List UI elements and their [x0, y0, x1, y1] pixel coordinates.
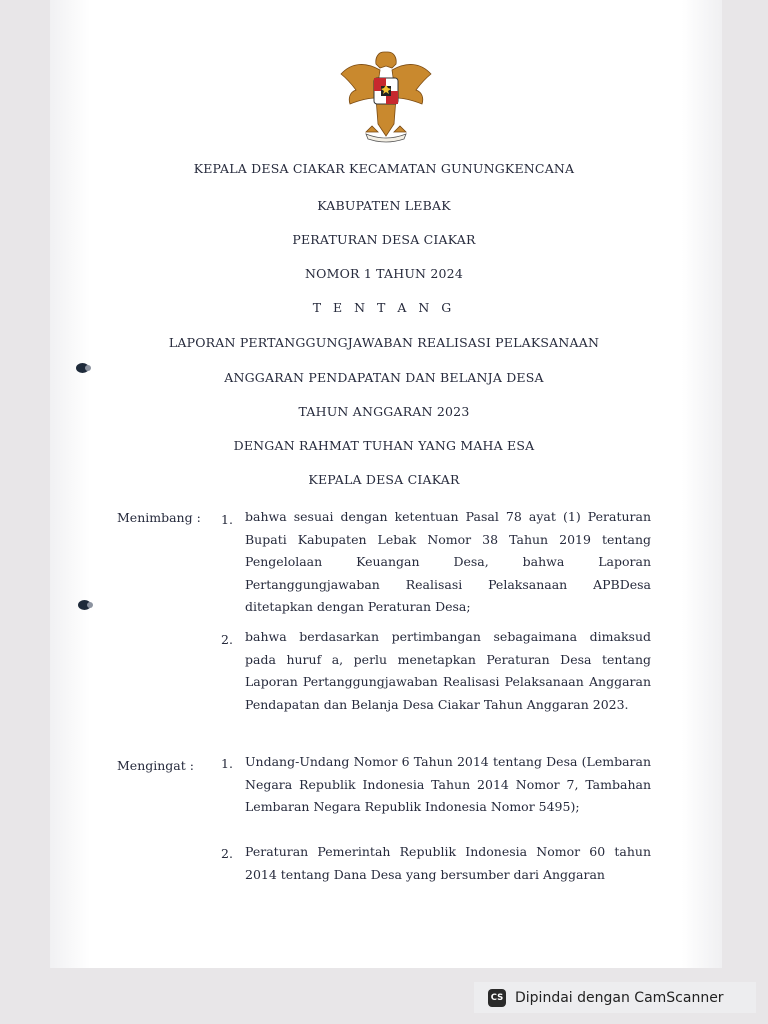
- header-line-5: T E N T A N G: [312, 300, 456, 315]
- punch-hole-lower: [78, 600, 91, 610]
- header-line-9: DENGAN RAHMAT TUHAN YANG MAHA ESA: [233, 438, 535, 453]
- header-line-2: KABUPATEN LEBAK: [317, 198, 451, 213]
- menimbang-item-1-number: 1.: [221, 512, 233, 527]
- header-line-6: LAPORAN PERTANGGUNGJAWABAN REALISASI PELAKSANAAN: [168, 335, 600, 350]
- header-line-8: TAHUN ANGGARAN 2023: [298, 404, 470, 419]
- punch-hole-upper: [76, 363, 89, 373]
- menimbang-label: Menimbang :: [117, 510, 201, 525]
- mengingat-item-2-text: Peraturan Pemerintah Republik Indonesia Nomor 60 tahun 2014 tentang Dana Desa yang bersumber dari Anggaran: [245, 844, 651, 882]
- header-line-10: KEPALA DESA CIAKAR: [308, 472, 460, 487]
- menimbang-item-2-text: bahwa berdasarkan pertimbangan sebagaimana dimaksud pada huruf a, perlu menetapkan Peraturan Desa tentang Laporan Pertanggungjawaban Realisasi Pelaksanaan Anggaran Pendapatan dan Belanja Desa Ciakar Tahun Anggaran 2023.: [245, 629, 651, 712]
- header-line-7: ANGGARAN PENDAPATAN DAN BELANJA DESA: [224, 370, 544, 385]
- garuda-emblem: [336, 44, 436, 144]
- mengingat-item-2-number: 2.: [221, 846, 233, 861]
- camscanner-text: Dipindai dengan CamScanner: [515, 989, 724, 1006]
- header-line-1: KEPALA DESA CIAKAR KECAMATAN GUNUNGKENCANA: [193, 161, 575, 176]
- menimbang-item-2-number: 2.: [221, 632, 233, 647]
- camscanner-icon: CS: [488, 989, 506, 1007]
- header-line-3: PERATURAN DESA CIAKAR: [292, 232, 476, 247]
- mengingat-item-1-number: 1.: [221, 756, 233, 771]
- menimbang-item-1-text: bahwa sesuai dengan ketentuan Pasal 78 ayat (1) Peraturan Bupati Kabupaten Lebak Nomor 38 Tahun 2019 tentang Pengelolaan Keuangan Desa, bahwa Laporan Pertanggungjawaban Realisasi Pelaksanaan APBDesa ditetapkan dengan Peraturan Desa;: [245, 509, 651, 614]
- mengingat-item-1-text: Undang-Undang Nomor 6 Tahun 2014 tentang Desa (Lembaran Negara Republik Indonesia Tahun 2014 Nomor 7, Tambahan Lembaran Negara Republik Indonesia Nomor 5495);: [245, 754, 651, 814]
- mengingat-label: Mengingat :: [117, 758, 194, 773]
- header-line-4: NOMOR 1 TAHUN 2024: [305, 266, 463, 281]
- camscanner-watermark: [474, 982, 756, 1013]
